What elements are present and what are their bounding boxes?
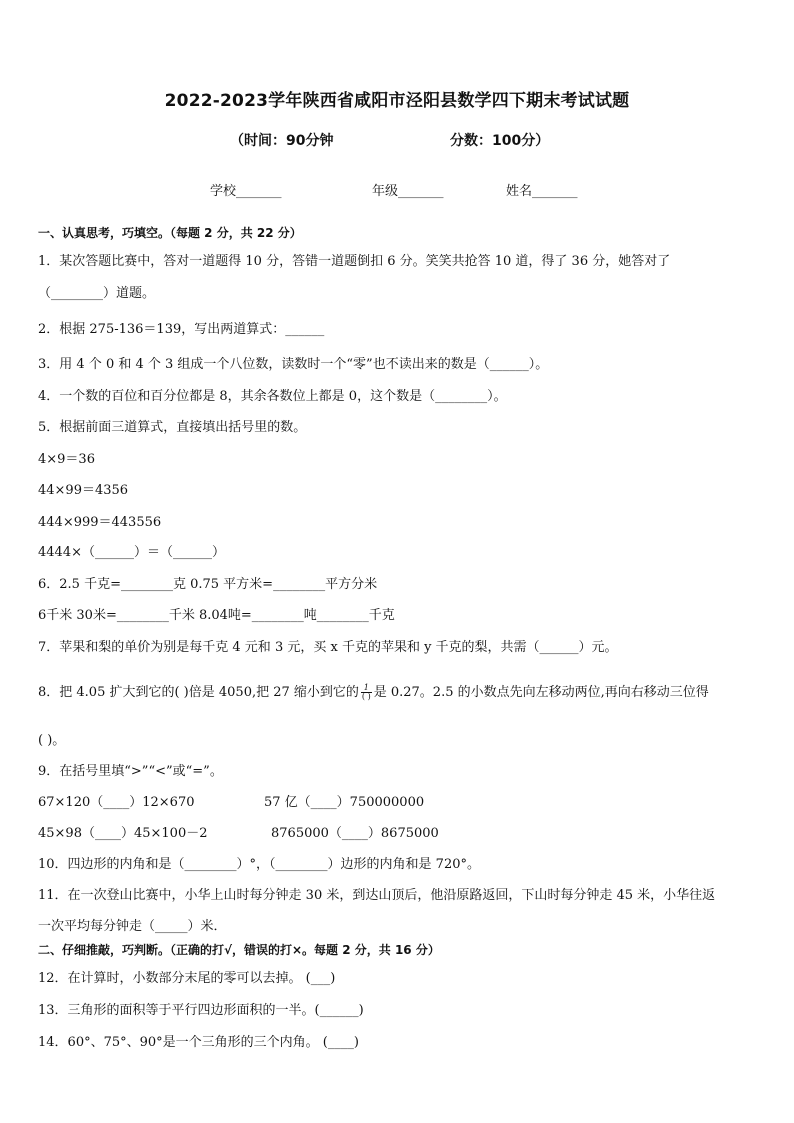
page-title: 2022-2023学年陕西省咸阳市泾阳县数学四下期末考试试题: [164, 91, 630, 111]
section1-heading: 一、认真思考，巧填空。（每题 2 分，共 22 分）: [38, 226, 302, 240]
question-11-line2: 一次平均每分钟走（_____）米．: [38, 919, 227, 934]
section2-heading: 二、仔细推敲，巧判断。（正确的打√，错误的打×。每题 2 分，共 16 分）: [38, 943, 440, 957]
question-12: 12．在计算时，小数部分末尾的零可以去掉。 (___): [38, 971, 336, 986]
question-11-line1: 11．在一次登山比赛中，小华上山时每分钟走 30 米，到达山顶后，他沿原路返回，下山时每分钟走 45 米，小华往返: [38, 888, 716, 903]
question-9-compare-1: 67×120（____）12×670: [38, 795, 195, 810]
question-6-line2: 6千米 30米=________千米 8.04吨=________吨________千克: [38, 608, 395, 623]
question-5-equation-2: 44×99＝4356: [38, 483, 129, 498]
question-9: 9．在括号里填“>”“<”或“=”。: [38, 764, 223, 779]
question-5-equation-3: 444×999＝443556: [38, 515, 162, 530]
question-9-compare-3: 45×98（____）45×100－2: [38, 826, 208, 841]
question-2: 2．根据 275-136＝139，写出两道算式：______: [38, 322, 325, 337]
name-field[interactable]: 姓名_______: [506, 184, 578, 199]
exam-score: 分数：100分）: [450, 133, 550, 149]
question-8-line2: ( )。: [38, 733, 66, 748]
grade-field[interactable]: 年级_______: [372, 184, 444, 199]
school-field[interactable]: 学校_______: [210, 184, 282, 199]
question-8-fraction: [361, 684, 372, 701]
question-8-text-after: 是 0.27。2.5 的小数点先向左移动两位,再向右移动三位得: [373, 685, 709, 700]
question-3: 3．用 4 个 0 和 4 个 3 组成一个八位数，读数时一个“零”也不读出来的数是（______）。: [38, 357, 549, 372]
question-9-compare-4: 8765000（____）8675000: [271, 826, 439, 841]
question-10: 10．四边形的内角和是（________）°，（________）边形的内角和是 720°。: [38, 857, 480, 872]
exam-time: （时间：90分钟: [230, 133, 334, 149]
question-5-equation-1: 4×9＝36: [38, 452, 95, 467]
question-8-text-before: 8．把 4.05 扩大到它的( )倍是 4050,把 27 缩小到它的: [38, 685, 359, 700]
question-14: 14．60°、75°、90°是一个三角形的三个内角。 (____): [38, 1035, 359, 1050]
question-7: 7．苹果和梨的单价为别是每千克 4 元和 3 元，买 x 千克的苹果和 y 千克的梨，共需（______）元。: [38, 640, 618, 655]
question-9-compare-2: 57 亿（____）750000000: [264, 795, 425, 810]
question-13: 13．三角形的面积等于平行四边形面积的一半。(______): [38, 1003, 364, 1018]
question-8-line1: [38, 681, 709, 701]
question-1-line2: （________）道题。: [38, 286, 156, 301]
question-5: 5．根据前面三道算式，直接填出括号里的数。: [38, 420, 307, 435]
question-6-line1: 6．2.5 千克=________克 0.75 平方米=________平方分米: [38, 577, 378, 592]
question-5-equation-4: 4444×（______）＝（______）: [38, 545, 225, 560]
fraction-denominator: ( ): [361, 692, 371, 701]
question-1-line1: 1．某次答题比赛中，答对一道题得 10 分，答错一道题倒扣 6 分。笑笑共抢答 10 道，得了 36 分，她答对了: [38, 254, 671, 269]
fraction-numerator: 1: [361, 684, 372, 693]
question-4: 4．一个数的百位和百分位都是 8，其余各数位上都是 0，这个数是（________）。: [38, 389, 507, 404]
